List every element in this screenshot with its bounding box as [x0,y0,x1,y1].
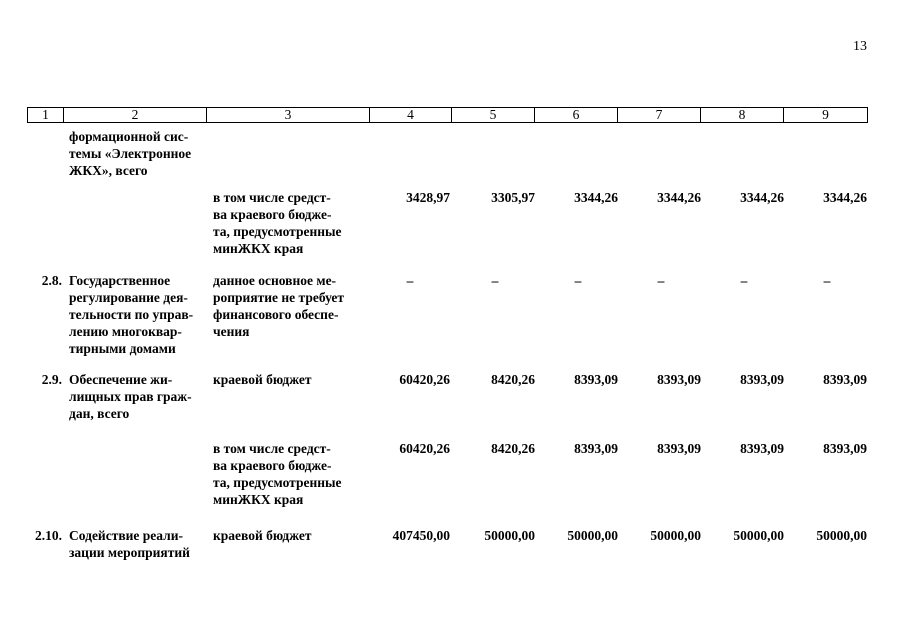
value-col9: 50000,00 [816,528,867,543]
funding-source [213,189,363,257]
measure-name [69,527,201,561]
value-col4: 60420,26 [399,441,450,456]
value-col9: – [823,273,831,288]
text-line: чения [213,324,250,339]
text-line: роприятие не требует [213,290,345,305]
measure-name [69,128,201,179]
value-col7: 8393,09 [657,441,701,456]
value-col8: – [740,273,748,288]
value-col5: 50000,00 [484,528,535,543]
text-line: лищных прав граж- [69,389,192,404]
row-number: 2.8. [41,273,62,288]
text-line: тирными домами [69,341,176,356]
text-line: ва краевого бюдже- [213,458,332,473]
text-line: тельности по управ- [69,307,194,322]
value-col9: 3344,26 [823,190,867,205]
row-number: 2.9. [41,372,62,387]
value-col7: – [657,273,665,288]
value-col6: 8393,09 [574,372,618,387]
value-col7: 50000,00 [650,528,701,543]
value-col8: 3344,26 [740,190,784,205]
value-col6: 3344,26 [574,190,618,205]
text-line: лению многоквар- [69,324,182,339]
measure-name [69,272,201,357]
value-col5: 8420,26 [491,441,535,456]
text-line: ЖКХ», всего [69,163,148,178]
text-line: финансового обеспе- [213,307,339,322]
value-col5: 8420,26 [491,372,535,387]
text-line: регулирование дея- [69,290,188,305]
column-number-header [27,107,868,123]
value-col5: 3305,97 [491,190,535,205]
value-col5: – [491,273,499,288]
value-col6: 50000,00 [567,528,618,543]
value-col9: 8393,09 [823,441,867,456]
text-line: в том числе средст- [213,190,331,205]
text-line: Содействие реали- [69,528,183,543]
value-col6: – [574,273,582,288]
text-line: данное основное ме- [213,273,337,288]
value-col4: 407450,00 [392,528,450,543]
text-line: минЖКХ края [213,241,304,256]
text-line: та, предусмотренные [213,224,342,239]
value-col8: 8393,09 [740,441,784,456]
text-line: краевой бюджет [213,528,312,543]
value-col4: 60420,26 [399,372,450,387]
funding-source [213,272,363,340]
row-number: 2.10. [35,528,62,543]
value-col4: 3428,97 [406,190,450,205]
value-col8: 50000,00 [733,528,784,543]
value-col7: 8393,09 [657,372,701,387]
value-col9: 8393,09 [823,372,867,387]
text-line: формационной сис- [69,129,189,144]
page-number: 13 [853,39,867,54]
column-header-4: 4 [370,108,452,123]
measure-name [69,371,201,422]
funding-source [213,371,363,388]
text-line: ва краевого бюдже- [213,207,332,222]
column-header-8: 8 [701,108,784,123]
text-line: Обеспечение жи- [69,372,173,387]
text-line: Государственное [69,273,171,288]
text-line: минЖКХ края [213,492,304,507]
value-col6: 8393,09 [574,441,618,456]
text-line: темы «Электронное [69,146,192,161]
value-col7: 3344,26 [657,190,701,205]
column-header-5: 5 [452,108,535,123]
funding-source [213,527,363,544]
funding-source [213,440,363,508]
text-line: в том числе средст- [213,441,331,456]
column-header-9: 9 [784,108,868,123]
text-line: зации мероприятий [69,545,190,560]
value-col4: – [406,273,414,288]
column-header-1: 1 [28,108,64,123]
value-col8: 8393,09 [740,372,784,387]
column-header-3: 3 [207,108,370,123]
column-header-7: 7 [618,108,701,123]
text-line: та, предусмотренные [213,475,342,490]
column-header-2: 2 [64,108,207,123]
column-header-6: 6 [535,108,618,123]
text-line: краевой бюджет [213,372,312,387]
text-line: дан, всего [69,406,130,421]
